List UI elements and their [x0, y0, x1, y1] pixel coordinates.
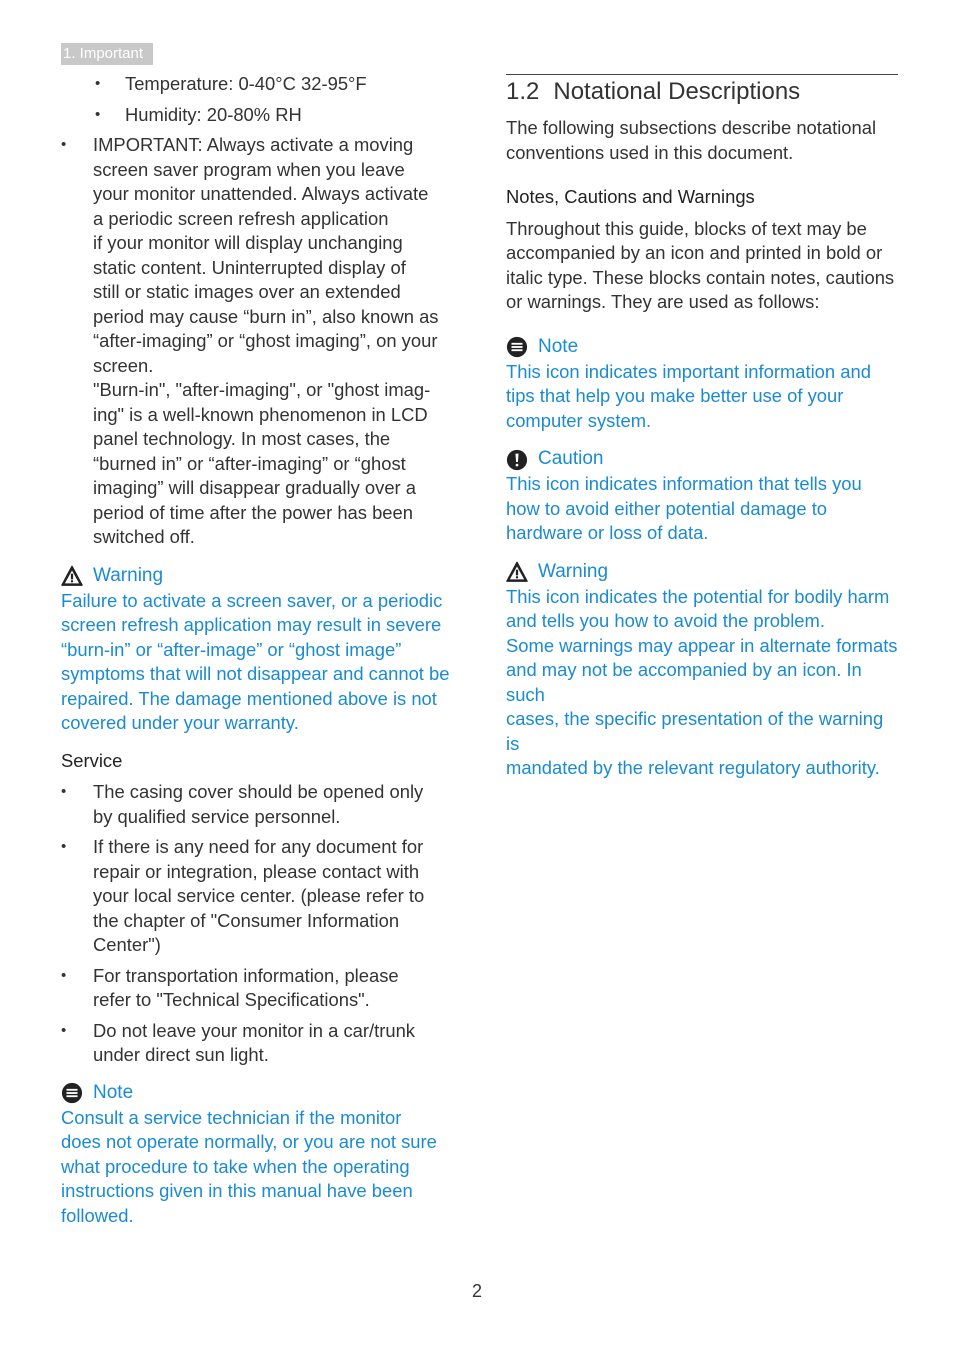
note-text: [61, 1106, 455, 1229]
left-column: [61, 72, 455, 1228]
text-line: how to avoid either potential damage to: [506, 497, 828, 519]
caution-icon: [506, 449, 528, 471]
caution-title: Caution: [538, 448, 604, 470]
note-block: [506, 335, 898, 434]
text-line: screen saver program when you leave: [93, 158, 405, 180]
warning-title: Warning: [93, 564, 164, 586]
list-item: [61, 1019, 455, 1068]
text-line: This icon indicates information that tells you: [506, 473, 862, 494]
text-line: “burn-in” or “after-image” or “ghost image”: [61, 638, 402, 660]
text-line: screen refresh application may result in severe: [61, 614, 442, 635]
note-title: Note: [538, 335, 579, 357]
section-title: Notational Descriptions: [553, 78, 801, 105]
text-line: The following subsections describe notational: [506, 117, 877, 138]
subheading: Notes, Cautions and Warnings: [506, 186, 755, 207]
text-line: cases, the specific presentation of the warning is: [506, 708, 884, 754]
text-line: under direct sun light.: [93, 1044, 269, 1065]
text-line: mandated by the relevant regulatory authority.: [506, 757, 880, 778]
text-line: followed.: [61, 1204, 134, 1226]
page-number: 2: [471, 1281, 482, 1301]
note-title: Note: [93, 1081, 134, 1103]
section-rule: [506, 74, 898, 75]
right-column: [506, 74, 898, 781]
note-text: [506, 360, 898, 434]
text-line: symptoms that will not disappear and cannot be: [61, 663, 450, 684]
note-block: [61, 1081, 455, 1229]
text-line: your local service center. (please refer to: [93, 885, 425, 906]
text-line: and tells you how to avoid the problem.: [506, 610, 825, 631]
text-line: and may not be accompanied by an icon. In such: [506, 659, 862, 705]
text-line: your monitor unattended. Always activate: [93, 183, 429, 204]
text-line: italic type. These blocks contain notes, cautions: [506, 266, 895, 288]
text-line: repair or integration, please contact with: [93, 860, 420, 882]
text-line: instructions given in this manual have been: [61, 1180, 413, 1201]
text-line: This icon indicates the potential for bodily harm: [506, 585, 890, 607]
text-line: Throughout this guide, blocks of text may be: [506, 217, 867, 239]
warning-heading: [506, 560, 898, 585]
note-icon: [61, 1082, 83, 1104]
section-number: 1.2: [506, 78, 540, 105]
text-line: screen.: [93, 354, 154, 376]
text-line: Center"): [93, 934, 161, 955]
warning-triangle-icon: [61, 565, 83, 587]
text-line: • If there is any need for any document for: [93, 836, 424, 857]
text-line: switched off.: [93, 526, 195, 547]
text-line: if your monitor will display unchanging: [93, 232, 403, 253]
text-line: “after-imaging” or “ghost imaging”, on your: [93, 330, 438, 351]
warning-block: [506, 560, 898, 781]
section-heading: [506, 77, 898, 107]
text-line: period of time after the power has been: [93, 501, 413, 523]
text-line: Some warnings may appear in alternate formats: [506, 634, 898, 656]
list-item: [61, 835, 455, 958]
note-icon: [506, 336, 528, 358]
warning-block: [61, 564, 455, 736]
caution-block: [506, 447, 898, 546]
text-line: a periodic screen refresh application: [93, 207, 389, 229]
note-heading: [61, 1081, 455, 1106]
intro-paragraph: [506, 116, 898, 165]
list-item: • Humidity: 20-80% RH: [61, 103, 455, 128]
text-line: or warnings. They are used as follows:: [506, 291, 820, 312]
text-line: conventions used in this document.: [506, 141, 794, 163]
text-line: repaired. The damage mentioned above is not: [61, 687, 437, 709]
text-line: imaging” will disappear gradually over a: [93, 477, 417, 498]
text-line: by qualified service personnel.: [93, 805, 341, 827]
warning-heading: [61, 564, 455, 589]
text-line: panel technology. In most cases, the: [93, 428, 391, 449]
warning-title: Warning: [538, 560, 609, 582]
text-line: refer to "Technical Specifications".: [93, 989, 370, 1010]
text-line: "Burn-in", "after-imaging", or "ghost imag-: [93, 379, 431, 400]
text-line: static content. Uninterrupted display of: [93, 256, 406, 278]
text-line: period may cause “burn in”, also known as: [93, 305, 439, 327]
text-line: • IMPORTANT: Always activate a moving: [93, 134, 414, 155]
text-line: This icon indicates important information and: [506, 360, 871, 382]
warning-triangle-icon: [506, 561, 528, 583]
text-line: • Do not leave your monitor in a car/trunk: [93, 1019, 415, 1041]
text-line: covered under your warranty.: [61, 712, 299, 733]
text-line: accompanied by an icon and printed in bold or: [506, 242, 883, 263]
text-line: Failure to activate a screen saver, or a periodic: [61, 589, 443, 611]
list-item: [61, 964, 455, 1013]
text-line: • The casing cover should be opened only: [93, 781, 424, 802]
body-paragraph: [506, 217, 898, 315]
text-line: does not operate normally, or you are not sure: [61, 1131, 437, 1152]
note-heading: [506, 335, 898, 360]
caution-heading: [506, 447, 898, 472]
text-line: hardware or loss of data.: [506, 522, 709, 543]
warning-text: [61, 589, 455, 736]
text-line: • For transportation information, please: [93, 964, 399, 986]
text-line: Consult a service technician if the monitor: [61, 1106, 402, 1128]
warning-text: [506, 585, 898, 781]
section-tag: 1. Important: [61, 43, 153, 65]
text-line: the chapter of "Consumer Information: [93, 909, 400, 931]
service-heading: Service: [61, 749, 123, 771]
text-line: what procedure to take when the operating: [61, 1155, 410, 1177]
important-bullet: [61, 133, 455, 550]
text-line: “burned in” or “after-imaging” or “ghost: [93, 452, 406, 474]
list-item: [61, 780, 455, 829]
text-line: tips that help you make better use of your: [506, 385, 844, 406]
list-item: • Temperature: 0-40°C 32-95°F: [61, 72, 455, 97]
text-line: ing" is a well-known phenomenon in LCD: [93, 403, 428, 425]
text-line: still or static images over an extended: [93, 281, 401, 302]
text-line: computer system.: [506, 409, 652, 431]
caution-text: [506, 472, 898, 546]
